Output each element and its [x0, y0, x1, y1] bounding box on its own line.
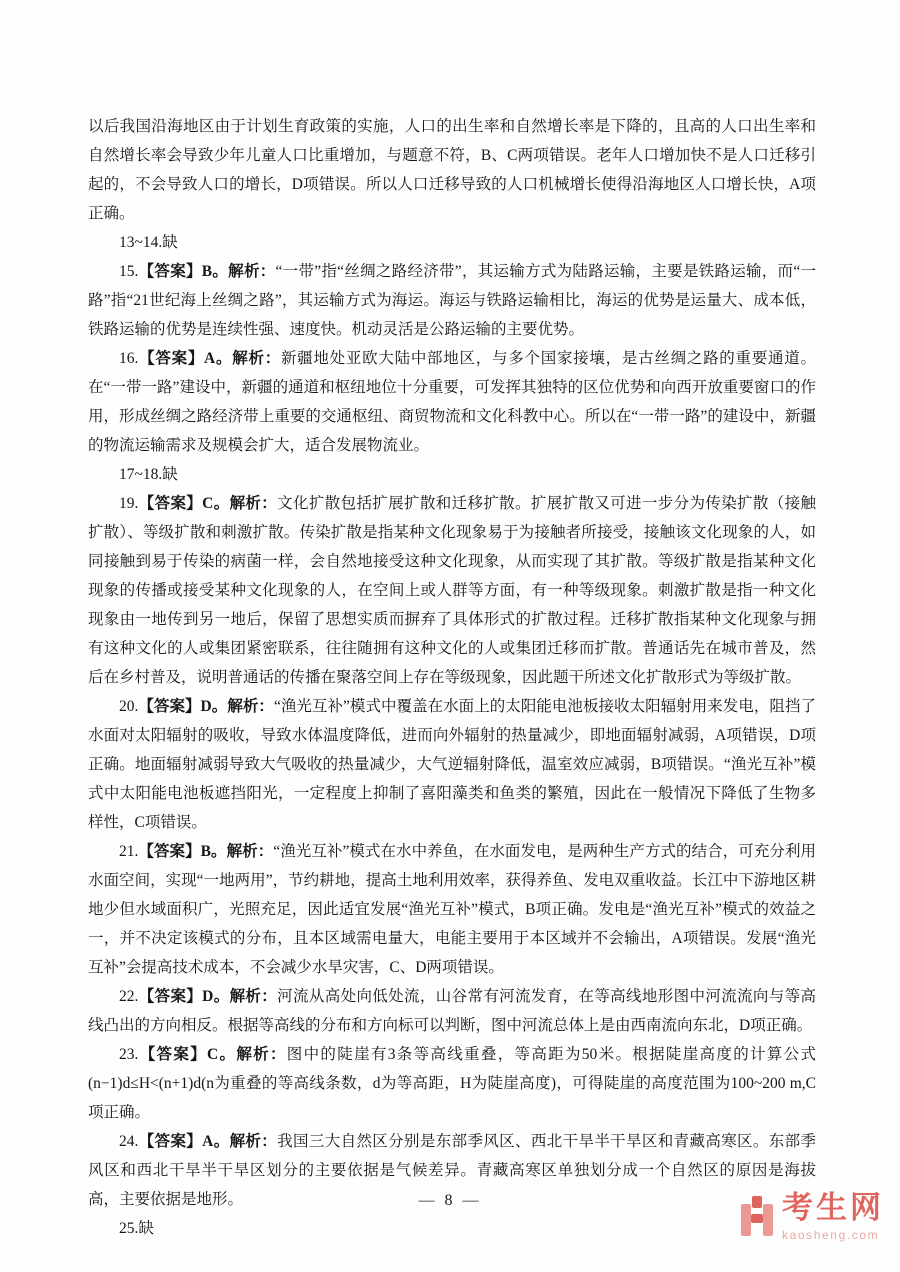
explanation-text: 图中的陡崖有3条等高线重叠，等高距为50米。根据陡崖高度的计算公式(n−1)d≤H<(n+1)d(n为重叠的等高线条数，d为等高距，H为陡崖高度)，可得陡崖的高度范围为100~200 m,C项正确。 — [88, 1046, 816, 1121]
watermark-title: 考生网 — [782, 1190, 884, 1225]
item-number: 21. — [119, 843, 139, 860]
kaosheng-watermark — [739, 1192, 884, 1243]
explanation-text: “渔光互补”模式中覆盖在水面上的太阳能电池板接收太阳辐射用来发电，阻挡了水面对太阳辐射的吸收，导致水体温度降低，进而向外辐射的热量减少，即地面辐射减弱，A项错误，D项正确。地面辐射减弱导致大气吸收的热量减少，大气逆辐射降低，温室效应减弱，B项错误。“渔光互补”模式中太阳能电池板遮挡阳光，一定程度上抑制了喜阳藻类和鱼类的繁殖，因此在一般情况下降低了生物多样性，C项错误。 — [88, 698, 816, 831]
item-number: 24. — [119, 1133, 139, 1150]
explanation-text: 以后我国沿海地区由于计划生育政策的实施，人口的出生率和自然增长率是下降的，且高的人口出生率和自然增长率会导致少年儿童人口比重增加，与题意不符，B、C两项错误。老年人口增加快不是人口迁移引起的，不会导致人口的增长，D项错误。所以人口迁移导致的人口机械增长使得沿海地区人口增长快，A项正确。 — [88, 118, 816, 222]
answer-label: 【答案】C。解析： — [138, 495, 278, 512]
explanation-text: 文化扩散包括扩展扩散和迁移扩散。扩展扩散又可进一步分为传染扩散（接触扩散）、等级扩散和刺激扩散。传染扩散是指某种文化现象易于为接触者所接受，接触该文化现象的人，如同接触到易于传染的病菌一样，会自然地接受这种文化现象，从而实现了其扩散。等级扩散是指某种文化现象的传播或接受某种文化现象的人，在空间上或人群等方面，有一种等级现象。刺激扩散是指一种文化现象由一地传到另一地后，保留了思想实质而摒弃了具体形式的扩散过程。迁移扩散指某种文化现象与拥有这种文化的人或集团紧密联系，往往随拥有这种文化的人或集团迁移而扩散。普通话先在城市普及，然后在乡村普及，说明普通话的传播在聚落空间上存在等级现象，因此题干所述文化扩散形式为等级扩散。 — [88, 495, 816, 686]
explanation-text: 25.缺 — [119, 1220, 154, 1237]
answer-label: 【答案】D。解析： — [138, 988, 278, 1005]
answer-item-21 — [88, 837, 816, 982]
watermark-domain: kaosheng.com — [782, 1227, 880, 1242]
kaosheng-logo-icon — [739, 1194, 775, 1243]
paragraph — [88, 460, 816, 489]
item-number: 22. — [119, 988, 139, 1005]
item-number: 15. — [119, 263, 139, 280]
answer-item-23 — [88, 1040, 816, 1127]
item-number: 23. — [119, 1046, 139, 1063]
item-number: 19. — [119, 495, 139, 512]
explanation-text: “渔光互补”模式在水中养鱼，在水面发电，是两种生产方式的结合，可充分利用水面空间，实现“一地两用”，节约耕地，提高土地利用效率，获得养鱼、发电双重收益。长江中下游地区耕地少但水域面积广，光照充足，因此适宜发展“渔光互补”模式，B项正确。发电是“渔光互补”模式的效益之一，并不决定该模式的分布，且本区域需电量大，电能主要用于本区域并不会输出，A项错误。发展“渔光互补”会提高技术成本，不会减少水旱灾害，C、D两项错误。 — [88, 843, 816, 976]
paragraph — [88, 112, 816, 228]
page-number: — 8 — — [418, 1192, 482, 1209]
answer-label: 【答案】C。解析： — [138, 1046, 287, 1063]
item-number: 16. — [119, 350, 139, 367]
answer-label: 【答案】B。解析： — [138, 843, 274, 860]
answer-item-15 — [88, 257, 816, 344]
item-number: 20. — [119, 698, 139, 715]
explanation-text: 13~14.缺 — [119, 234, 178, 251]
paragraph — [88, 1214, 816, 1243]
answer-list — [88, 112, 816, 1243]
answer-item-16 — [88, 344, 816, 460]
explanation-text: 我国三大自然区分别是东部季风区、西北干旱半干旱区和青藏高寒区。东部季风区和西北干旱半干旱区划分的主要依据是气候差异。青藏高寒区单独划分成一个自然区的原因是海拔高，主要依据是地形。 — [88, 1133, 816, 1208]
explanation-text: 新疆地处亚欧大陆中部地区，与多个国家接壤，是古丝绸之路的重要通道。在“一带一路”建设中，新疆的通道和枢纽地位十分重要，可发挥其独特的区位优势和向西开放重要窗口的作用，形成丝绸之路经济带上重要的交通枢纽、商贸物流和文化科教中心。所以在“一带一路”的建设中，新疆的物流运输需求及规模会扩大，适合发展物流业。 — [88, 350, 816, 454]
answer-label: 【答案】B。解析： — [138, 263, 276, 280]
answer-label: 【答案】A。解析： — [138, 1133, 278, 1150]
answer-label: 【答案】A。解析： — [138, 350, 281, 367]
answer-item-22 — [88, 982, 816, 1040]
explanation-text: 17~18.缺 — [119, 466, 178, 483]
answer-item-19 — [88, 489, 816, 692]
explanation-text: “一带”指“丝绸之路经济带”，其运输方式为陆路运输，主要是铁路运输，而“一路”指“21世纪海上丝绸之路”，其运输方式为海运。海运与铁路运输相比，海运的优势是运量大、成本低，铁路运输的优势是连续性强、速度快。机动灵活是公路运输的主要优势。 — [88, 263, 816, 338]
answer-label: 【答案】D。解析： — [138, 698, 274, 715]
answer-item-20 — [88, 692, 816, 837]
kaosheng-logo-text — [782, 1192, 884, 1242]
explanation-text: 河流从高处向低处流，山谷常有河流发育，在等高线地形图中河流流向与等高线凸出的方向相反。根据等高线的分布和方向标可以判断，图中河流总体上是由西南流向东北，D项正确。 — [88, 988, 816, 1034]
paragraph — [88, 228, 816, 257]
